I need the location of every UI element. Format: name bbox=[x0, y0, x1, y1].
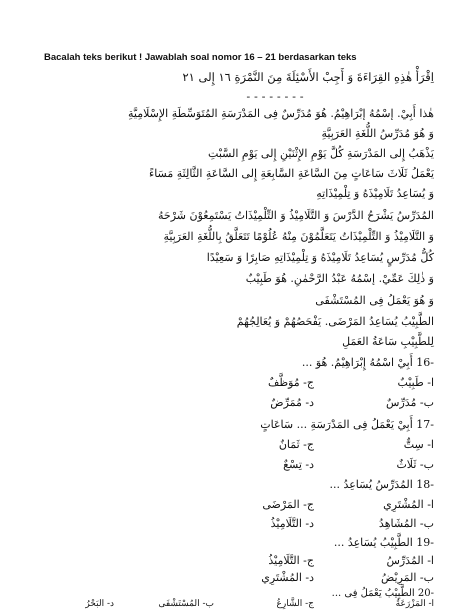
passage-line: الطَّبِيْبُ يُسَاعِدُ المَرْضَى. يَفْحَصُهُمْ وَ يُعَالِجُهُمْ bbox=[236, 315, 434, 328]
option-b: ب- المُشَاهِدُ bbox=[378, 517, 434, 530]
option-b: ب- ثَلَاثٌ bbox=[396, 458, 434, 471]
passage-line: هٰذا أَبِيْ. إسْمُهُ إبْرَاهِيْمُ. هُوَ مُدَرِّسٌ فِى المَدْرَسَةِ المُتَوَسِّطَةِ الإِسْلَامِيَّةِ bbox=[127, 107, 434, 120]
option-d: د- مُمَرِّضٌ bbox=[270, 396, 314, 409]
passage-line: وَ هُوَ يَعْمَلُ فِى المُسْتَشْفَى bbox=[315, 294, 434, 307]
option-d: د- تِسْعٌ bbox=[283, 458, 314, 471]
question-19: -19 الطَّبِيْبُ يُسَاعِدُ ... bbox=[333, 536, 434, 549]
passage-line: لِلطَّبِيْبِ سَاعَةُ العَمَلِ bbox=[342, 335, 434, 348]
option-d: د- المُشْتَرِي bbox=[261, 571, 314, 584]
separator: -------- bbox=[245, 90, 306, 103]
option-a: ا- المُدَرِّسُ bbox=[386, 554, 434, 567]
option-b: ب- مُدَرِّسٌ bbox=[386, 396, 434, 409]
question-16: -16 أَبِيْ اسْمُهُ إِبْرَاهِيْمُ. هُوَ ... bbox=[301, 356, 434, 369]
passage-line: المُدَرِّسُ يَشْرَحُ الدَّرْسَ وَ التَّلَامِيْذُ وَ التِّلْمِيْذَاتُ يَسْتَمِعُوْنَ شَرْحَهُ bbox=[158, 209, 434, 222]
passage-line: وَ يُسَاعِدُ تَلَامِيْذَهُ وَ تِلْمِيْذَاتِهِ bbox=[316, 187, 434, 200]
option-a: ا- المُشْتَرِي bbox=[383, 498, 434, 511]
passage-line: وَ هُوَ مُدَرِّسُ اللُّغَةِ العَرَبِيَّةِ bbox=[321, 127, 434, 140]
option-c: ج- مُوَظَّفٌ bbox=[267, 376, 314, 389]
option-a: ا- سِتٌّ bbox=[403, 438, 434, 451]
question-20: -20 الطَّبِيْبُ يَعْمَلُ فِى ... bbox=[331, 588, 434, 599]
passage-line: وَ التَّلَامِيْذُ وَ التِّلْمِيْذَاتُ يَتَعَلَّمُوْنَ مِنْهُ عُلُوْمًا تَتَعَلَّقُ بِاللُّغَةِ العَرَبِيَّةِ bbox=[163, 230, 434, 243]
option-a: ا- المَزْرَعَةُ bbox=[395, 599, 434, 609]
option-b: ب- المُسْتَشْفَى bbox=[158, 599, 214, 609]
passage-line: يَعْمَلُ ثَلَاثَ سَاعَاتٍ مِنَ السَّاعَةِ السَّابِعَةِ إِلى السَّاعَةِ الثَّالِثَةِ مَسَاءً bbox=[149, 167, 434, 180]
option-d: د- التَّلَامِيْذُ bbox=[270, 517, 314, 530]
reading-heading: اِقْرَأْ هٰذِهِ القِرَاءَةَ وَ أَجِبْ الأَسْئِلَةَ مِنَ النَّمْرَةِ ١٦ إِلى ٢١ bbox=[182, 70, 434, 84]
option-b: ب- المَرِيْضُ bbox=[381, 571, 434, 584]
passage-line: وَ ذٰلِكَ عَمِّيْ. إسْمُهُ عَبْدُ الرَّحْمٰنِ. هُوَ طَبِيْبٌ bbox=[245, 272, 434, 285]
passage-line: يَذْهَبُ إِلى المَدْرَسَةِ كُلَّ يَوْمِ الإِثْنَيْنِ إِلى يَوْمِ السَّبْتِ bbox=[208, 147, 434, 160]
question-17: -17 أَبِيْ يَعْمَلُ فِى المَدْرَسَةِ ... سَاعَاتٍ bbox=[260, 418, 434, 431]
option-c: ج- الشَّارِعُ bbox=[276, 599, 314, 609]
passage-line: كُلُّ مُدَرِّسٍ يُسَاعِدُ تَلَامِيْذَهُ وَ تِلْمِيْذَاتِهِ صَابِرًا وَ سَعِيْدًا bbox=[206, 251, 434, 264]
option-c: ج- المَرْضَى bbox=[262, 498, 314, 511]
instruction-text: Bacalah teks berikut ! Jawablah soal nomor 16 – 21 berdasarkan teks bbox=[44, 52, 357, 63]
question-18: -18 المُدَرِّسُ يُسَاعِدُ ... bbox=[329, 478, 434, 491]
option-d: د- البَحْرُ bbox=[85, 599, 114, 609]
option-c: ج- ثَمَانٌ bbox=[278, 438, 314, 451]
option-a: ا- طَبِيْبٌ bbox=[397, 376, 434, 389]
option-c: ج- التَّلَامِيْذُ bbox=[268, 554, 314, 567]
